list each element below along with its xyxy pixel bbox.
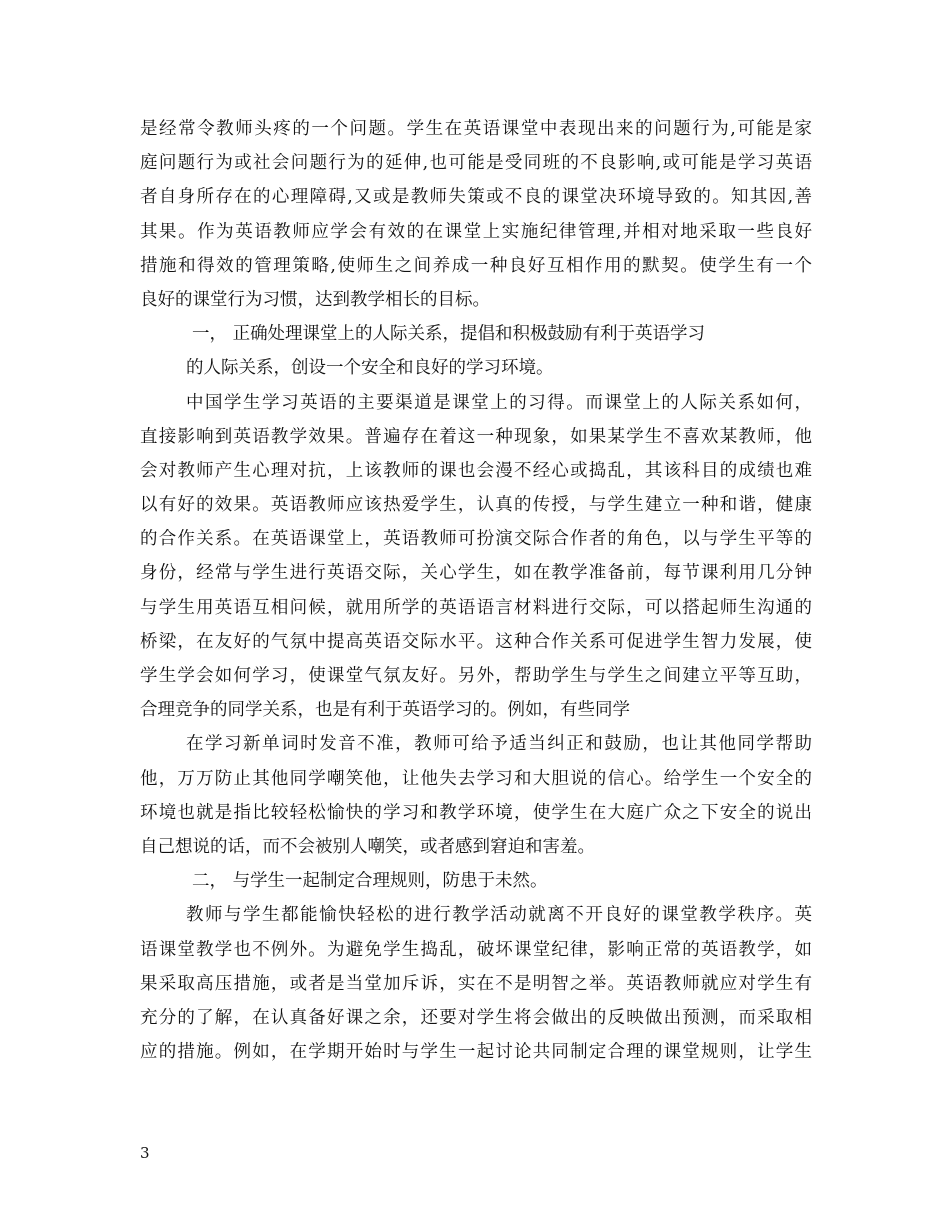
text-line: 措施和得效的管理策略,使师生之间养成一种良好互相作用的默契。使学生有一个 bbox=[140, 255, 812, 276]
text-line: 应的措施。例如，在学期开始时与学生一起讨论共同制定合理的课堂规则，让学生 bbox=[140, 1042, 812, 1063]
text-line: 者自身所存在的心理障碍,又或是教师失策或不良的课堂决环境导致的。知其因,善 bbox=[140, 187, 812, 208]
text-line: 果采取高压措施，或者是当堂加斥诉，实在不是明智之举。英语教师就应对学生有 bbox=[140, 973, 812, 994]
section-heading-1 bbox=[140, 317, 812, 385]
text-line: 是经常令教师头疼的一个问题。学生在英语课堂中表现出来的问题行为,可能是家 bbox=[140, 119, 812, 139]
text-line: 在学习新单词时发音不准，教师可给予适当纠正和鼓励，也让其他同学帮助 bbox=[186, 734, 812, 755]
section-heading-2 bbox=[140, 864, 812, 898]
page-number: 3 bbox=[140, 1144, 150, 1162]
text-line: 自己想说的话，而不会被别人嘲笑，或者感到窘迫和害羞。 bbox=[140, 836, 595, 857]
paragraph-3 bbox=[140, 727, 812, 864]
text-line: 中国学生学习英语的主要渠道是课堂上的习得。而课堂上的人际关系如何， bbox=[186, 392, 812, 413]
text-line: 其果。作为英语教师应学会有效的在课堂上实施纪律管理,并相对地采取一些良好 bbox=[140, 221, 812, 242]
heading-line: 的人际关系，创设一个安全和良好的学习环境。 bbox=[186, 358, 554, 379]
text-line: 良好的课堂行为习惯，达到教学相长的目标。 bbox=[140, 289, 490, 310]
text-line: 直接影响到英语教学效果。普遍存在着这一种现象，如果某学生不喜欢某教师，他 bbox=[140, 426, 812, 447]
body-text bbox=[140, 112, 812, 1069]
text-line: 桥梁，在友好的气氛中提高英语交际水平。这种合作关系可促进学生智力发展，使 bbox=[140, 631, 812, 652]
paragraph-4 bbox=[140, 898, 812, 1069]
paragraph-1 bbox=[140, 112, 812, 317]
text-line: 教师与学生都能愉快轻松的进行教学活动就离不开良好的课堂教学秩序。英 bbox=[186, 905, 812, 926]
text-line: 的合作关系。在英语课堂上，英语教师可扮演交际合作者的角色，以与学生平等的 bbox=[140, 529, 812, 550]
text-line: 学生学会如何学习，使课堂气氛友好。另外，帮助学生与学生之间建立平等互助， bbox=[140, 666, 812, 686]
text-line: 环境也就是指比较轻松愉快的学习和教学环境，使学生在大庭广众之下安全的说出 bbox=[140, 802, 812, 823]
heading-line: 二， 与学生一起制定合理规则，防患于未然。 bbox=[192, 871, 548, 892]
text-line: 他，万万防止其他同学嘲笑他，让他失去学习和大胆说的信心。给学生一个安全的 bbox=[140, 768, 812, 789]
text-line: 会对教师产生心理对抗，上该教师的课也会漫不经心或捣乱，其该科目的成绩也难 bbox=[140, 460, 812, 481]
text-line: 以有好的效果。英语教师应该热爱学生，认真的传授，与学生建立一种和谐，健康 bbox=[140, 495, 812, 516]
text-line: 庭问题行为或社会问题行为的延伸,也可能是受同班的不良影响,或可能是学习英语 bbox=[140, 153, 812, 174]
paragraph-2 bbox=[140, 386, 812, 728]
text-line: 充分的了解，在认真备好课之余，还要对学生将会做出的反映做出预测，而采取相 bbox=[140, 1007, 812, 1028]
text-line: 身份，经常与学生进行英语交际，关心学生，如在教学准备前，每节课利用几分钟 bbox=[140, 563, 812, 584]
heading-line: 一， 正确处理课堂上的人际关系，提倡和积极鼓励有利于英语学习 bbox=[192, 324, 706, 345]
text-line: 语课堂教学也不例外。为避免学生捣乱，破坏课堂纪律，影响正常的英语教学，如 bbox=[140, 939, 812, 960]
text-line: 合理竞争的同学关系，也是有利于英语学习的。例如，有些同学 bbox=[140, 700, 630, 721]
text-line: 与学生用英语互相问候，就用所学的英语语言材料进行交际，可以搭起师生沟通的 bbox=[140, 597, 812, 618]
